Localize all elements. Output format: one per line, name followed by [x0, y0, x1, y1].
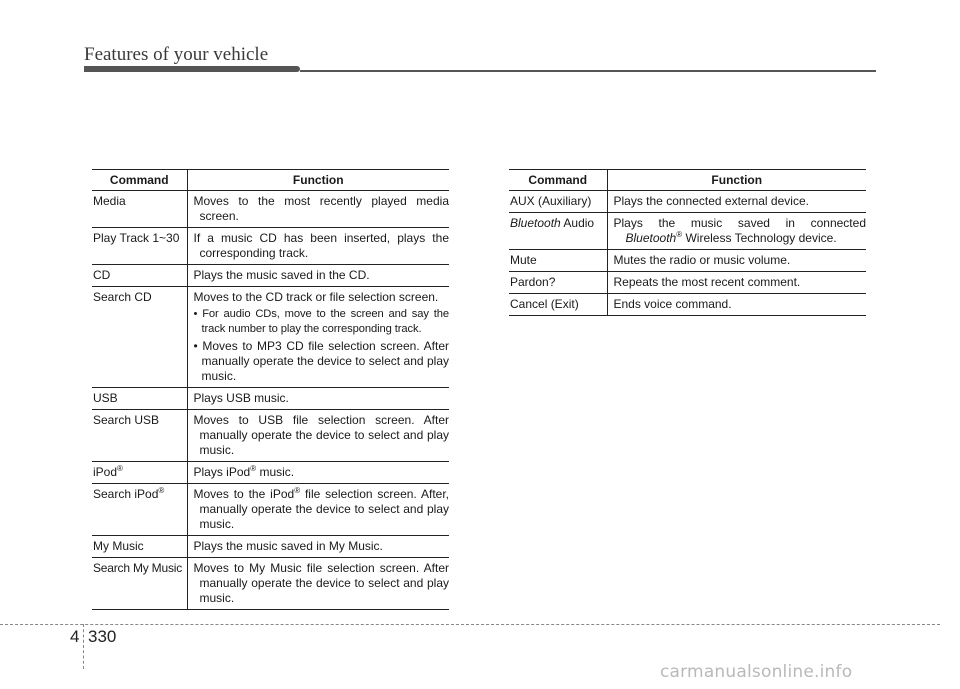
table-row — [92, 287, 449, 388]
command-cell: Search CD — [92, 287, 187, 388]
chapter-number: 4 — [70, 627, 80, 646]
command-cell: My Music — [92, 536, 187, 558]
table-row — [509, 272, 866, 294]
command-cell: Play Track 1~30 — [92, 228, 187, 265]
header-accent-bar — [84, 66, 300, 72]
table-row — [92, 536, 449, 558]
function-cell: Mutes the radio or music volume. — [613, 253, 791, 267]
table-row — [509, 213, 866, 250]
command-cell: Pardon? — [509, 272, 607, 294]
table-row — [92, 462, 449, 484]
function-cell: Plays the music saved in My Music. — [193, 539, 383, 553]
table-row — [92, 191, 449, 228]
table-row — [92, 410, 449, 462]
function-cell: Moves to the CD track or file selection screen. — [193, 290, 439, 304]
table-row — [92, 558, 449, 610]
function-cell: Plays the music saved in connected — [613, 216, 866, 230]
registered-mark: ® — [117, 464, 123, 473]
function-cell: If a music CD has been inserted, plays the corresponding track. — [193, 231, 449, 260]
command-cell: iPod® — [92, 462, 187, 484]
function-cell: Moves to the iPod® file selection screen. After, manually operate the device to select and play music. — [193, 486, 449, 531]
command-cell: AUX (Auxiliary) — [509, 191, 607, 213]
table-row — [92, 265, 449, 287]
command-cell: USB — [92, 388, 187, 410]
function-cell: Plays USB music. — [193, 391, 289, 405]
table-row — [92, 388, 449, 410]
footer-dashed-divider — [83, 624, 84, 669]
header-rule — [300, 70, 876, 72]
function-cell: Moves to USB file selection screen. After manually operate the device to select and play music. — [193, 413, 449, 457]
command-cell: Cancel (Exit) — [509, 294, 607, 316]
table-row — [92, 484, 449, 536]
command-cell: CD — [92, 265, 187, 287]
function-cell-continued: Bluetooth® Wireless Technology device. — [625, 230, 837, 245]
function-cell: Plays the connected external device. — [613, 194, 809, 208]
function-cell: Moves to My Music file selection screen. After manually operate the device to select and play music. — [193, 561, 449, 605]
command-cell: Search iPod® — [92, 484, 187, 536]
table-row — [509, 191, 866, 213]
function-cell: Plays iPod® music. — [193, 464, 295, 479]
command-cell: Search USB — [92, 410, 187, 462]
command-cell: Search My Music — [92, 558, 187, 610]
column-header-function: Function — [187, 170, 449, 191]
column-header-function: Function — [607, 170, 866, 191]
command-cell: Mute — [509, 250, 607, 272]
registered-mark: ® — [676, 230, 683, 239]
table-row — [509, 294, 866, 316]
function-cell: Ends voice command. — [613, 297, 732, 311]
table-row — [509, 250, 866, 272]
column-header-command: Command — [509, 170, 607, 191]
column-header-command: Command — [92, 170, 187, 191]
bullet-item: • Moves to MP3 CD file selection screen. After manually operate the device to select and play music. — [193, 339, 449, 383]
function-cell: Plays the music saved in the CD. — [193, 268, 370, 282]
registered-mark: ® — [250, 464, 257, 473]
command-cell: Media — [92, 191, 187, 228]
function-cell: Moves to the most recently played media screen. — [193, 194, 449, 223]
voice-command-table-left — [92, 169, 449, 610]
watermark-text: carmanualsonline.info — [660, 662, 853, 682]
registered-mark: ® — [158, 486, 165, 495]
function-cell: Repeats the most recent comment. — [613, 275, 801, 289]
command-cell: Bluetooth Audio — [509, 213, 607, 250]
voice-command-table-right — [509, 169, 866, 316]
bullet-item: • For audio CDs, move to the screen and say the track number to play the corresponding track. — [193, 308, 449, 335]
registered-mark: ® — [294, 486, 301, 495]
footer-dashed-rule — [0, 624, 940, 625]
page-number: 330 — [88, 627, 117, 646]
page-header-title: Features of your vehicle — [84, 44, 269, 65]
table-row — [92, 228, 449, 265]
